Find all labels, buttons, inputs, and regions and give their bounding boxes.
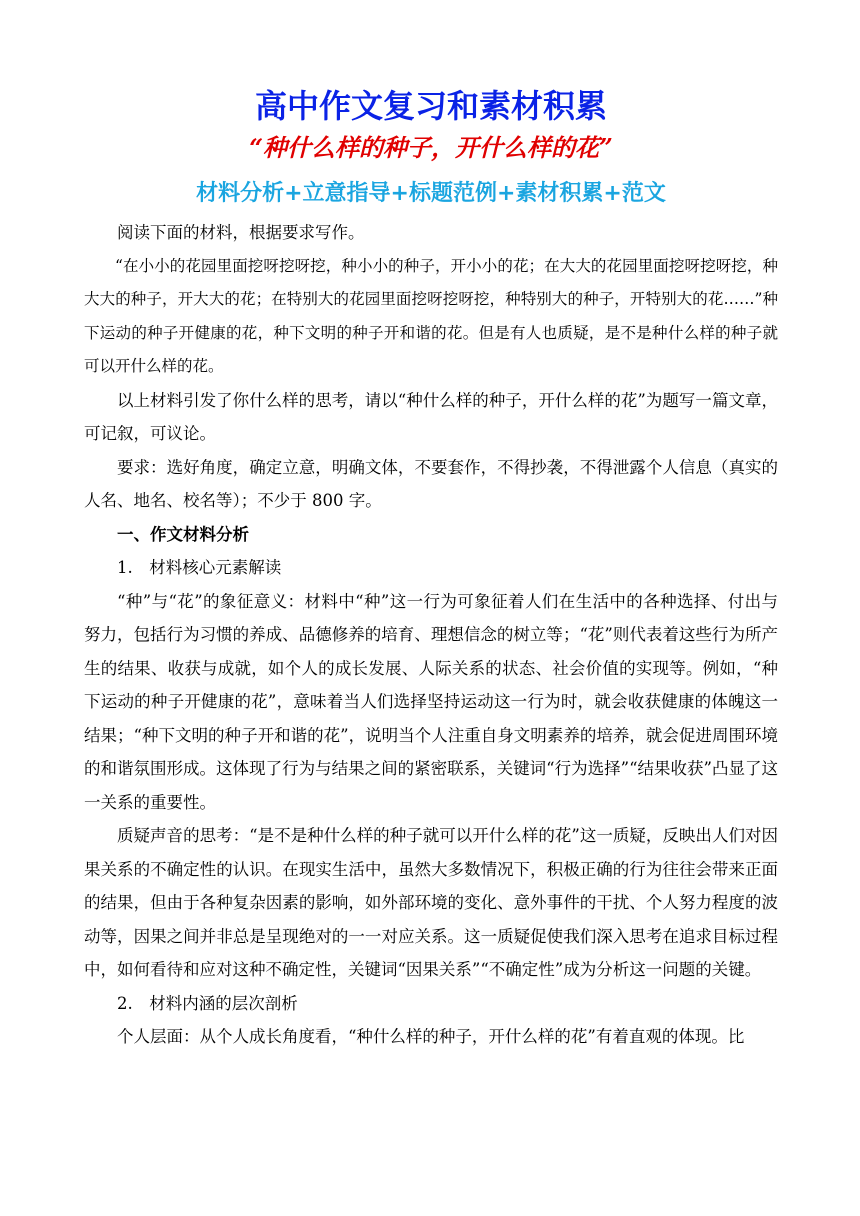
- prompt-paragraph: 以上材料引发了你什么样的思考，请以“种什么样的种子，开什么样的花”为题写一篇文章，可记叙，可议论。: [84, 390, 778, 443]
- symbolism-paragraph: “种”与“花”的象征意义：材料中“种”这一行为可象征着人们在生活中的各种选择、付出与努力，包括行为习惯的养成、品德修养的培育、理想信念的树立等；“花”则代表着这些行为所产生的结果、收获与成就，如个人的成长发展、人际关系的状态、社会价值的实现等。例如，“种下运动的种子开健康的花”，意味着当人们选择坚持运动这一行为时，就会收获健康的体魄这一结果；“种下文明的种子开和谐的花”，说明当个人注重自身文明素养的培养，就会促进周围环境的和谐氛围形成。这体现了行为与结果之间的紧密联系，关键词“行为选择”“结果收获”凸显了这一关系的重要性。: [84, 591, 778, 812]
- subsection-heading-core-elements: 1. 材料核心元素解读: [117, 558, 282, 577]
- requirements-paragraph: 要求：选好角度，确定立意，明确文体，不要套作，不得抄袭，不得泄露个人信息（真实的人名、地名、校名等）；不少于 800 字。: [84, 457, 778, 510]
- doubt-paragraph: 质疑声音的思考：“是不是种什么样的种子就可以开什么样的花”这一质疑，反映出人们对因果关系的不确定性的认识。在现实生活中，虽然大多数情况下，积极正确的行为往往会带来正面的结果，但由于各种复杂因素的影响，如外部环境的变化、意外事件的干扰、个人努力程度的波动等，因果之间并非总是呈现绝对的一一对应关系。这一质疑促使我们深入思考在追求目标过程中，如何看待和应对这种不确定性，关键词“因果关系”“不确定性”成为分析这一问题的关键。: [84, 826, 778, 979]
- personal-level-paragraph: 个人层面：从个人成长角度看，“种什么样的种子，开什么样的花”有着直观的体现。比: [117, 1027, 745, 1046]
- document-title: 高中作文复习和素材积累: [254, 87, 607, 125]
- subsection-heading-layers: 2. 材料内涵的层次剖析: [117, 993, 298, 1013]
- material-paragraph: “在小小的花园里面挖呀挖呀挖，种小小的种子，开小小的花；在大大的花园里面挖呀挖呀挖，种大大的种子，开大大的花；在特别大的花园里面挖呀挖呀挖，种特别大的种子，开特别大的花……”种下运动的种子开健康的花，种下文明的种子开和谐的花。但是有人也质疑，是不是种什么样的种子就可以开什么样的花。: [84, 256, 778, 375]
- content-tagline: 材料分析+立意指导+标题范例+素材积累+范文: [196, 181, 666, 206]
- essay-topic-subtitle: “种什么样的种子，开什么样的花”: [249, 133, 613, 162]
- intro-paragraph: 阅读下面的材料，根据要求写作。: [117, 223, 365, 242]
- section-heading-material-analysis: 一、作文材料分析: [117, 524, 249, 544]
- document-page: [84, 84, 778, 1054]
